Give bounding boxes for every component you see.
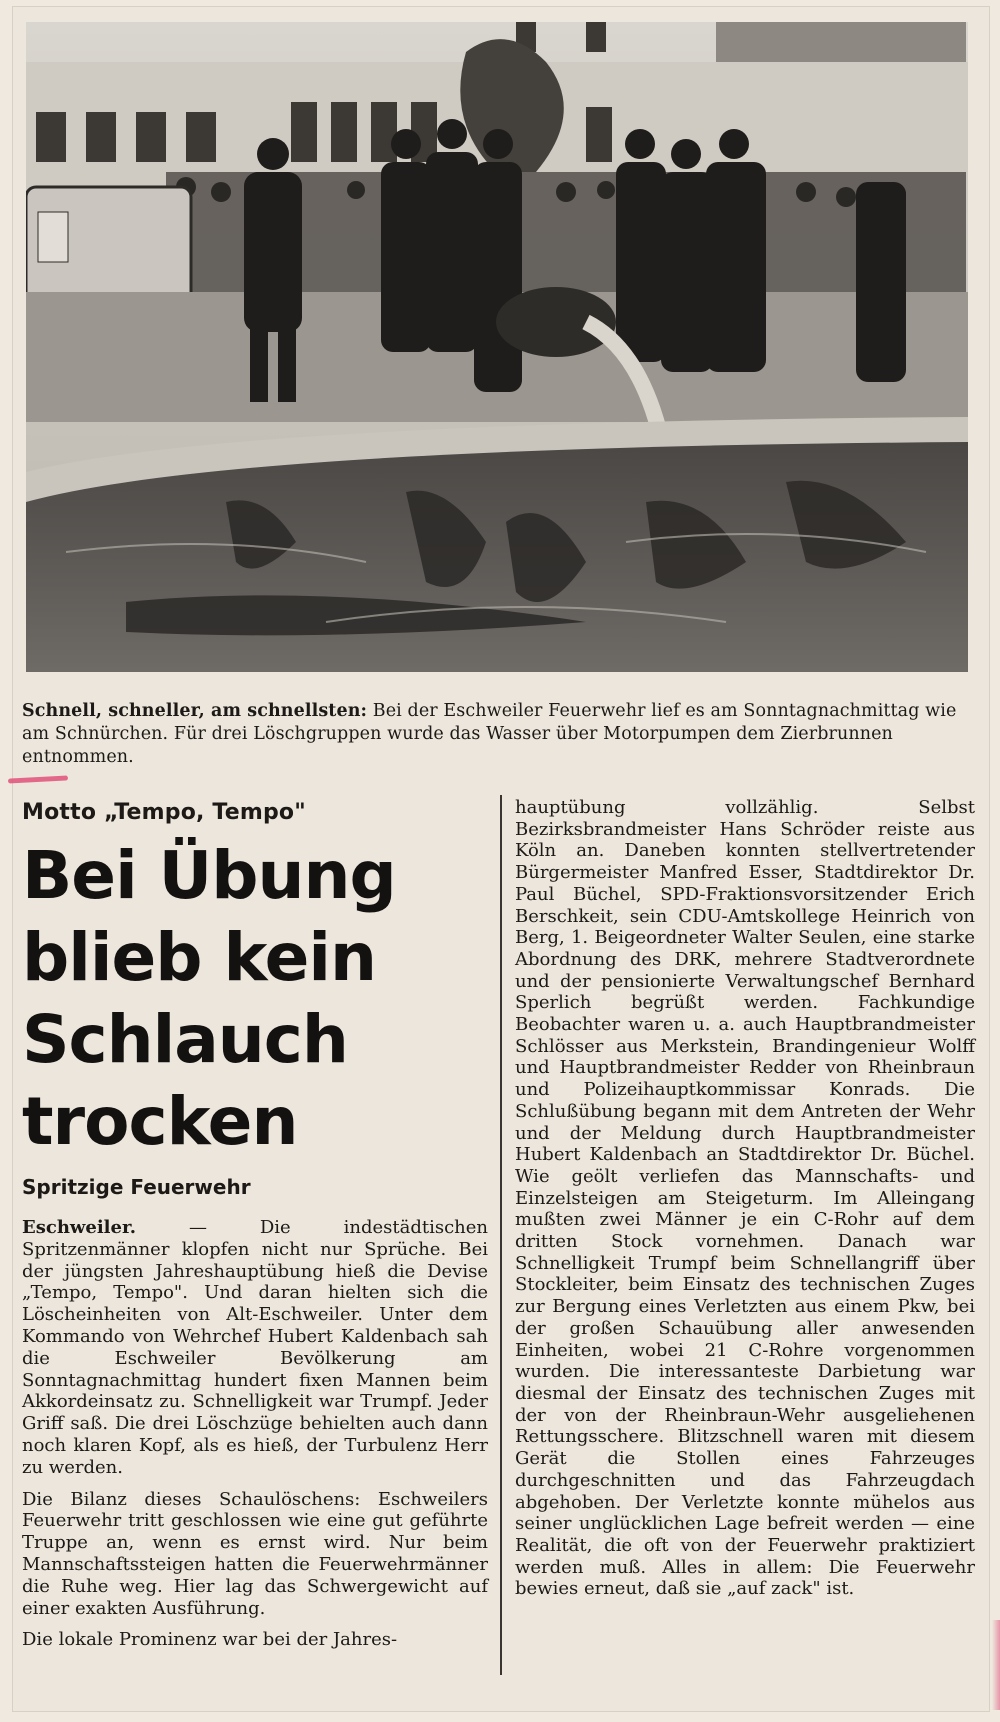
article-subhead: Spritzige Feuerwehr [22, 1175, 251, 1199]
headline-line: Bei Übung [22, 837, 396, 914]
edge-highlight [992, 1620, 1000, 1710]
article-paragraph: hauptübung vollzählig. Selbst Bezirksbrandmeister Hans Schröder reiste aus Köln an. Daneben konnten stellvertretender Bürgermeister Manfred Esser, Stadtdirektor Dr. Paul Büchel, SPD-Fraktionsvorsitzender Erich Berschkeit, sein CDU-Amtskollege Heinrich von Berg, 1. Beigeordneter Walter Seulen, eine starke Abordnung des DRK, mehrere Stadtverordnete und der pensionierte Verwaltungschef Bernhard Sperlich begrüßt werden. Fachkundige Beobachter waren u. a. auch Hauptbrandmeister Schlösser aus Merkstein, Brandingenieur Wolff und Hauptbrandmeister Redder von Rheinbraun und Polizeihauptkommissar Konrads. Die Schlußübung begann mit dem Antreten der Wehr und der Meldung durch Hauptbrandmeister Hubert Kaldenbach an Stadtdirektor Dr. Büchel. Wie geölt verliefen das Mannschafts- und Einzelsteigen am Steigeturm. Im Alleingang mußten zwei Männer je ein C-Rohr auf dem dritten Stock vornehmen. Danach war Schnelligkeit Trumpf beim Schnellangriff über Stockleiter, beim Einsatz des technischen Zuges zur Bergung eines Verletzten aus einem Pkw, bei der großen Schauübung aller anwesenden Einheiten, wobei 21 C-Rohre vorgenommen wurden. Die interessanteste Darbietung war diesmal der Einsatz des technischen Zuges mit der von der Rheinbraun-Wehr ausgeliehenen Rettungsschere. Blitzschnell waren mit diesem Gerät die Stollen eines Fahrzeuges durchgeschnitten und das Fahrzeugdach abgehoben. Der Verletzte konnte mühelos aus seiner unglücklichen Lage befreit werden — eine Realität, die oft von der Feuerwehr praktiziert werden muß. Alles in allem: Die Feuerwehr bewies erneut, daß sie „auf zack" ist. [515, 797, 975, 1600]
fire-brigade-photo-illustration [26, 22, 968, 672]
news-photo [26, 22, 968, 672]
headline-line: Schlauch [22, 1001, 348, 1078]
column-divider [500, 795, 502, 1675]
caption-text: Bei der Eschweiler Feuerwehr lief es am Sonntagnachmittag wie am Schnürchen. Für drei Löschgruppen wurde das Wasser über Motorpumpen dem Zierbrunnen entnommen. [22, 701, 957, 767]
headline-line: trocken [22, 1083, 298, 1160]
article-kicker: Motto „Tempo, Tempo" [22, 800, 306, 825]
photo-caption [22, 700, 972, 769]
article-paragraph: Eschweiler. — Die indestädtischen Spritzenmänner klopfen nicht nur Sprüche. Bei der jüngsten Jahreshauptübung hieß die Devise „Tempo, Tempo". Und daran hielten sich die Löscheinheiten von Alt-Eschweiler. Unter dem Kommando von Wehrchef Hubert Kaldenbach sah die Eschweiler Bevölkerung am Sonntagnachmittag hundert fixen Mannen beim Akkordeinsatz zu. Schnelligkeit war Trumpf. Jeder Griff saß. Die drei Löschzüge behielten auch dann noch klaren Kopf, als es hieß, der Turbulenz Herr zu werden. [22, 1217, 488, 1478]
headline-line: blieb kein [22, 919, 376, 996]
article-dateline: Eschweiler. [22, 1217, 137, 1238]
article-paragraph: Die lokale Prominenz war bei der Jahres- [22, 1629, 398, 1651]
caption-lead: Schnell, schneller, am schnellsten: [22, 701, 368, 721]
article-right-column [515, 797, 975, 1610]
article-left-column [22, 800, 488, 1661]
article-paragraph: Die Bilanz dieses Schaulöschens: Eschweilers Feuerwehr tritt geschlossen wie eine gut geführte Truppe an, wenn es ernst wird. Nur beim Mannschaftssteigen hatten die Feuerwehrmänner die Ruhe weg. Hier lag das Schwergewicht auf einer exakten Ausführung. [22, 1488, 488, 1619]
van-sign [38, 212, 68, 262]
article-headline [22, 835, 488, 1163]
